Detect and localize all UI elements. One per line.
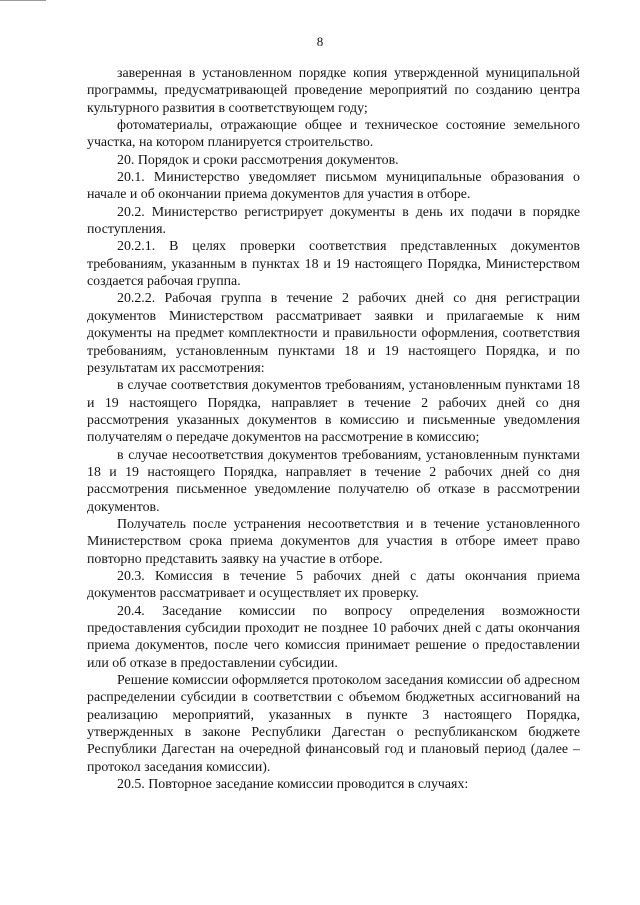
- clause-20-1: 20.1. Министерство уведомляет письмом муниципальные образования о начале и об окончании приема документов для участия в отборе.: [87, 170, 580, 203]
- paragraph-resubmission-right: Получатель после устранения несоответствия и в течение установленного Министерством срока приема документов для участия в отборе имеет право повторно представить заявку на участие в отборе.: [87, 516, 580, 567]
- page-number: 8: [316, 34, 324, 49]
- clause-20-2: 20.2. Министерство регистрирует документы в день их подачи в порядке поступления.: [87, 204, 580, 238]
- paragraph-compliance-case: в случае соответствия документов требованиям, установленным пунктами 18 и 19 настоящего Порядка, направляет в течение 2 рабочих дней со дня рассмотрения указанных документов в комиссию и письменные уведомления получателям о передаче документов на рассмотрение в комиссию;: [87, 378, 580, 446]
- document-body: [87, 65, 580, 793]
- paragraph-noncompliance-case: в случае несоответствия документов требованиям, установленным пунктами 18 и 19 настоящего Порядка, направляет в течение 2 рабочих дней со дня рассмотрения письменное уведомление получателю об отказе в рассмотрении документов.: [87, 447, 580, 515]
- paragraph-photo-materials: фотоматериалы, отражающие общее и техническое состояние земельного участка, на котором планируется строительство.: [87, 118, 580, 151]
- clause-20-3: 20.3. Комиссия в течение 5 рабочих дней с даты окончания приема документов рассматривает и осуществляет их проверку.: [87, 568, 580, 602]
- section-heading-20: 20. Порядок и сроки рассмотрения документов.: [117, 152, 399, 168]
- scan-edge-line: [0, 0, 46, 1]
- paragraph-commission-decision: Решение комиссии оформляется протоколом заседания комиссии об адресном распределении субсидии в соответствии с объемом бюджетных ассигнований на реализацию мероприятий, указанных в пункте 3 настоящего Порядка, утвержденных в законе Республики Дагестан о республиканском бюджете Республики Дагестан на очередной финансовый год и плановый период (далее – протокол заседания комиссии).: [87, 673, 580, 775]
- paragraph-copy-program: заверенная в установленном порядке копия утвержденной муниципальной программы, предусматривающей проведение мероприятий по созданию центра культурного развития в соответствующем году;: [87, 66, 580, 116]
- clause-20-4: 20.4. Заседание комиссии по вопросу определения возможности предоставления субсидии проходит не позднее 10 рабочих дней с даты окончания приема документов, после чего комиссия принимает решение о предоставлении или об отказе в предоставлении субсидии.: [87, 603, 580, 671]
- clause-20-2-2: 20.2.2. Рабочая группа в течение 2 рабочих дней со дня регистрации документов Министерством рассматривает заявки и прилагаемые к ним документы на предмет комплектности и правильности оформления, соответствия требованиям, установленным пунктами 18 и 19 настоящего Порядка, и по результатам их рассмотрения:: [87, 291, 580, 376]
- clause-20-5: 20.5. Повторное заседание комиссии проводится в случаях:: [117, 777, 469, 793]
- clause-20-2-1: 20.2.1. В целях проверки соответствия представленных документов требованиям, указанным в пунктах 18 и 19 настоящего Порядка, Министерством создается рабочая группа.: [87, 239, 580, 290]
